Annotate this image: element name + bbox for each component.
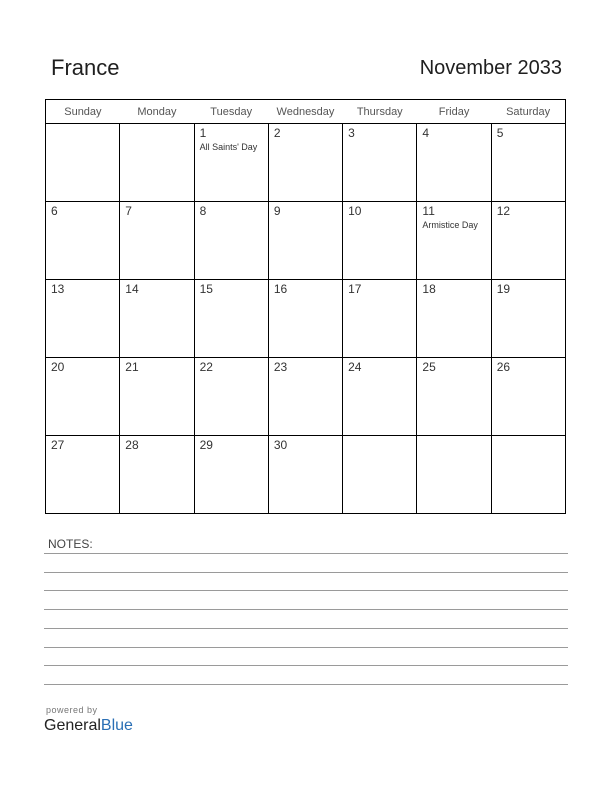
day-number: 25 bbox=[422, 360, 436, 374]
month-year-title: November 2033 bbox=[419, 57, 562, 79]
day-cell bbox=[417, 202, 491, 280]
holiday-label: All Saints' Day bbox=[199, 142, 258, 152]
day-number: 11 bbox=[422, 204, 435, 218]
day-cell bbox=[46, 358, 120, 436]
holiday-label bbox=[492, 374, 557, 375]
day-cell bbox=[343, 436, 417, 514]
day-number: 29 bbox=[199, 438, 213, 452]
day-number: 28 bbox=[125, 438, 139, 452]
holiday-label bbox=[46, 452, 111, 453]
day-number: 2 bbox=[273, 126, 281, 140]
week-row-5 bbox=[46, 436, 566, 514]
day-cell bbox=[194, 202, 268, 280]
day-number: 3 bbox=[348, 126, 355, 140]
day-cell bbox=[46, 124, 120, 202]
day-number: 19 bbox=[496, 282, 511, 296]
holiday-label bbox=[269, 296, 334, 297]
day-number: 23 bbox=[273, 360, 288, 374]
day-cell bbox=[417, 280, 491, 358]
week-row-1 bbox=[46, 124, 566, 202]
week-row-3 bbox=[46, 280, 566, 358]
holiday-label bbox=[195, 374, 260, 375]
brand-general-text: General bbox=[44, 717, 101, 734]
day-number: 7 bbox=[125, 204, 132, 218]
day-cell bbox=[120, 280, 194, 358]
day-cell bbox=[194, 358, 268, 436]
holiday-label bbox=[343, 218, 408, 219]
day-number: 21 bbox=[125, 360, 139, 374]
day-number: 9 bbox=[273, 204, 281, 218]
note-line bbox=[44, 684, 568, 685]
holiday-label bbox=[343, 374, 408, 375]
day-number: 14 bbox=[125, 282, 139, 296]
day-cell bbox=[417, 124, 491, 202]
weekday-thursday: Thursday bbox=[343, 100, 417, 124]
day-number: 12 bbox=[496, 204, 511, 218]
holiday-label bbox=[417, 374, 482, 375]
holiday-label bbox=[120, 452, 185, 453]
day-number: 16 bbox=[273, 282, 288, 296]
day-cell bbox=[120, 436, 194, 514]
holiday-label bbox=[120, 218, 185, 219]
day-cell bbox=[343, 280, 417, 358]
holiday-label bbox=[269, 140, 334, 141]
day-number: 24 bbox=[348, 360, 362, 374]
holiday-label bbox=[120, 126, 185, 127]
holiday-label bbox=[417, 438, 482, 439]
holiday-label bbox=[120, 296, 185, 297]
holiday-label bbox=[46, 126, 111, 127]
day-cell bbox=[268, 358, 342, 436]
day-cell bbox=[417, 436, 491, 514]
note-line bbox=[44, 572, 568, 573]
holiday-label bbox=[269, 374, 334, 375]
calendar-grid bbox=[45, 99, 566, 514]
day-number: 27 bbox=[51, 438, 65, 452]
day-number: 15 bbox=[199, 282, 213, 296]
day-number: 4 bbox=[422, 126, 430, 140]
holiday-label bbox=[120, 374, 185, 375]
day-cell bbox=[46, 436, 120, 514]
day-cell bbox=[343, 202, 417, 280]
holiday-label bbox=[492, 140, 557, 141]
day-cell bbox=[491, 202, 565, 280]
holiday-label bbox=[417, 296, 482, 297]
day-cell bbox=[343, 124, 417, 202]
note-line bbox=[44, 590, 568, 591]
day-number: 8 bbox=[199, 204, 207, 218]
day-cell bbox=[491, 436, 565, 514]
holiday-label bbox=[269, 218, 334, 219]
brand-blue-text: Blue bbox=[100, 717, 133, 734]
weekday-friday: Friday bbox=[417, 100, 491, 124]
note-line bbox=[44, 647, 568, 648]
day-cell bbox=[120, 124, 194, 202]
generalblue-logo[interactable] bbox=[44, 717, 133, 735]
day-cell bbox=[268, 436, 342, 514]
note-line bbox=[44, 553, 568, 554]
holiday-label bbox=[195, 296, 260, 297]
powered-by-text: powered by bbox=[46, 705, 98, 715]
day-cell bbox=[46, 280, 120, 358]
notes-label: NOTES: bbox=[48, 537, 93, 551]
holiday-label bbox=[492, 438, 557, 439]
day-number: 13 bbox=[51, 282, 65, 296]
holiday-label bbox=[195, 452, 260, 453]
holiday-label bbox=[343, 438, 408, 439]
day-cell bbox=[268, 280, 342, 358]
holiday-label bbox=[46, 374, 111, 375]
week-row-4 bbox=[46, 358, 566, 436]
day-cell bbox=[120, 358, 194, 436]
weekday-wednesday: Wednesday bbox=[268, 100, 342, 124]
note-line bbox=[44, 609, 568, 610]
day-number: 10 bbox=[348, 204, 362, 218]
day-cell bbox=[194, 280, 268, 358]
day-cell bbox=[268, 202, 342, 280]
day-number: 1 bbox=[199, 126, 207, 140]
day-number: 5 bbox=[496, 126, 504, 140]
day-cell bbox=[268, 124, 342, 202]
weekday-sunday: Sunday bbox=[46, 100, 120, 124]
holiday-label bbox=[343, 296, 408, 297]
day-cell bbox=[491, 124, 565, 202]
weekday-header-row bbox=[46, 100, 566, 124]
note-line bbox=[44, 628, 568, 629]
note-line bbox=[44, 665, 568, 666]
holiday-label bbox=[269, 452, 334, 453]
holiday-label bbox=[492, 296, 557, 297]
day-number: 6 bbox=[51, 204, 58, 218]
country-title: France bbox=[51, 55, 120, 80]
holiday-label bbox=[343, 140, 408, 141]
day-number: 30 bbox=[273, 438, 288, 452]
holiday-label bbox=[46, 296, 111, 297]
holiday-label: Armistice Day bbox=[422, 220, 478, 230]
holiday-label bbox=[417, 140, 482, 141]
day-cell bbox=[120, 202, 194, 280]
day-number: 22 bbox=[199, 360, 213, 374]
day-cell bbox=[417, 358, 491, 436]
week-row-2 bbox=[46, 202, 566, 280]
day-cell bbox=[194, 124, 268, 202]
day-number: 17 bbox=[348, 282, 362, 296]
day-cell bbox=[194, 436, 268, 514]
day-cell bbox=[491, 280, 565, 358]
weekday-saturday: Saturday bbox=[491, 100, 565, 124]
weekday-monday: Monday bbox=[120, 100, 194, 124]
day-number: 20 bbox=[51, 360, 65, 374]
day-number: 18 bbox=[422, 282, 436, 296]
day-number: 26 bbox=[496, 360, 511, 374]
day-cell bbox=[46, 202, 120, 280]
day-cell bbox=[491, 358, 565, 436]
holiday-label bbox=[195, 218, 260, 219]
weekday-tuesday: Tuesday bbox=[194, 100, 268, 124]
day-cell bbox=[343, 358, 417, 436]
holiday-label bbox=[492, 218, 557, 219]
holiday-label bbox=[46, 218, 111, 219]
